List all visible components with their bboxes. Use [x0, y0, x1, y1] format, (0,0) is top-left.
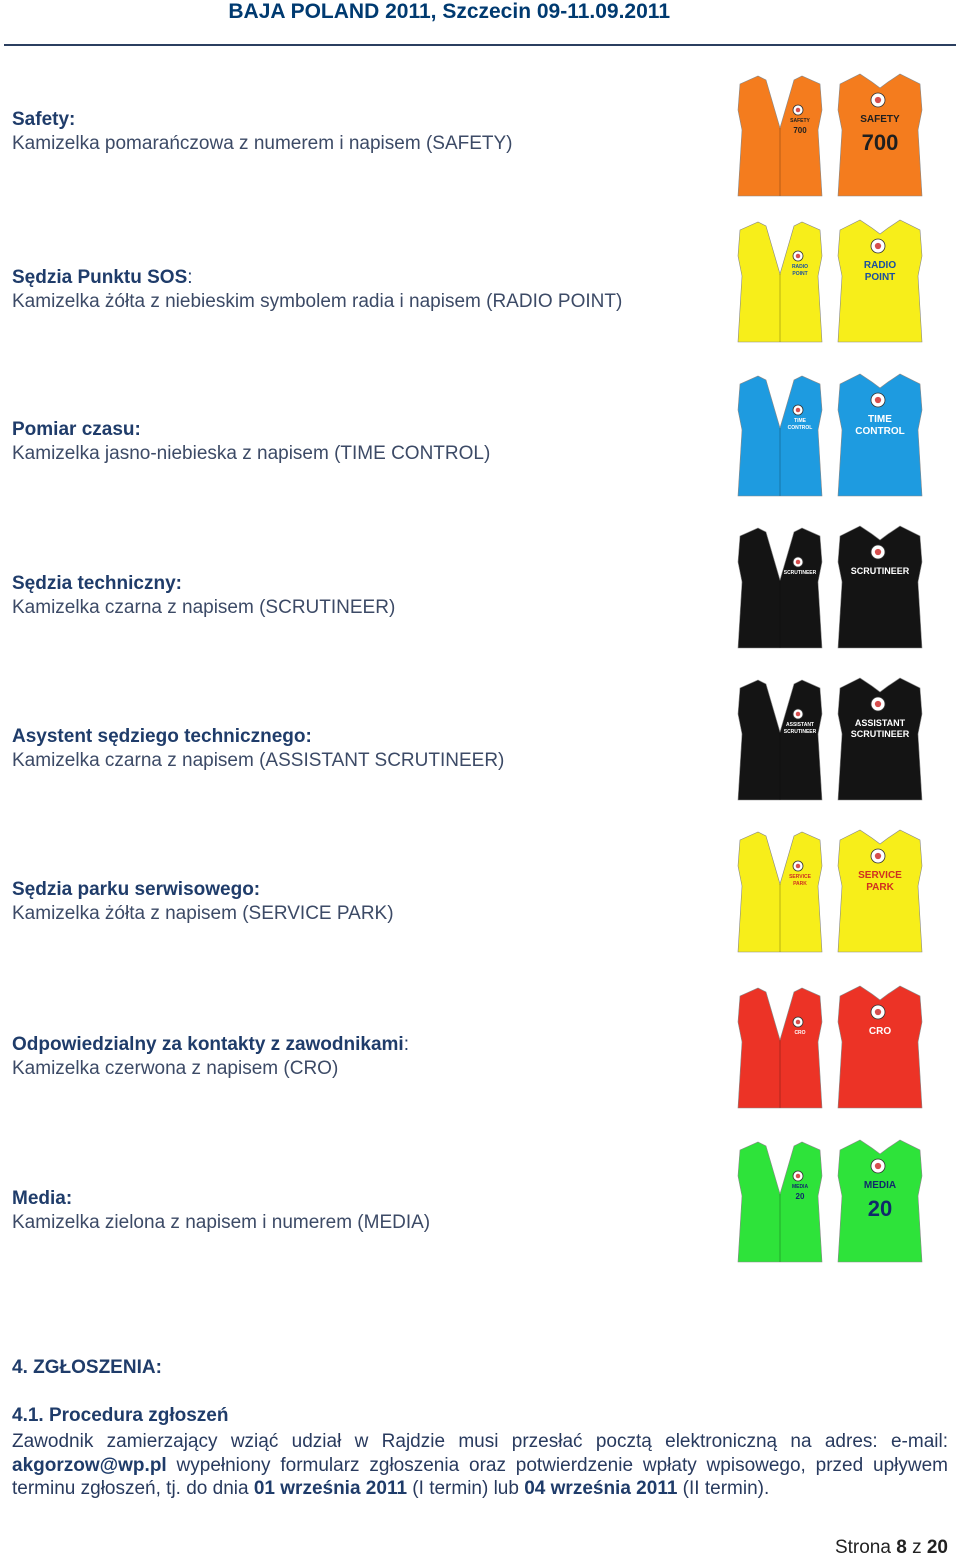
vest-images-media [732, 1136, 932, 1266]
vest-back-image [832, 370, 928, 498]
section-time-control [12, 418, 712, 466]
svg-text:SCRUTINEER: SCRUTINEER [850, 729, 910, 739]
svg-text:SCRUTINEER: SCRUTINEER [850, 566, 910, 576]
section-title: Odpowiedzialny za kontakty z zawodnikami: [12, 1034, 409, 1055]
svg-text:SERVICE: SERVICE [789, 874, 811, 880]
section-scrutineer [12, 572, 712, 620]
section-title: Media: [12, 1188, 73, 1209]
document-title: BAJA POLAND 2011, Szczecin 09-11.09.2011 [228, 0, 670, 23]
svg-text:20: 20 [795, 1192, 805, 1201]
svg-text:ASSISTANT: ASSISTANT [854, 718, 906, 728]
vest-front-image [732, 982, 828, 1110]
page-header [0, 0, 960, 40]
section-title: Safety: [12, 109, 76, 130]
vest-back-image [832, 826, 928, 954]
vest-back-image [832, 1136, 928, 1264]
svg-text:CONTROL: CONTROL [787, 425, 813, 431]
deadline-first: 01 września 2011 [253, 1478, 408, 1499]
svg-text:PARK: PARK [793, 881, 807, 887]
svg-text:CRO: CRO [868, 1026, 892, 1037]
svg-text:TIME: TIME [794, 418, 806, 424]
svg-text:ASSISTANT: ASSISTANT [786, 722, 814, 728]
section-title: Asystent sędziego technicznego: [12, 726, 312, 747]
svg-text:POINT: POINT [792, 271, 808, 277]
section-title: Pomiar czasu: [12, 419, 141, 440]
vest-front-image [732, 522, 828, 650]
vest-images-radio-point [732, 216, 932, 346]
vest-images-safety [732, 70, 932, 200]
svg-text:POINT: POINT [864, 272, 896, 283]
svg-text:SAFETY: SAFETY [790, 118, 810, 124]
vest-front-image [732, 216, 828, 344]
svg-text:SAFETY: SAFETY [860, 114, 900, 125]
section-description: Kamizelka czerwona z napisem (CRO) [12, 1058, 339, 1079]
section-cro [12, 1033, 712, 1081]
section-title: Sędzia Punktu SOS: [12, 267, 193, 288]
page-number: Strona 8 z 20 [834, 1537, 948, 1558]
subsection-heading-procedure: 4.1. Procedura zgłoszeń [12, 1405, 229, 1426]
svg-text:RADIO: RADIO [791, 264, 809, 270]
section-service-park [12, 878, 712, 926]
section-heading-applications: 4. ZGŁOSZENIA: [12, 1357, 162, 1378]
vest-back-image [832, 522, 928, 650]
svg-text:TIME: TIME [868, 414, 892, 425]
procedure-paragraph: Zawodnik zamierzający wziąć udział w Rajdzie musi przesłać pocztą elektroniczną na adres: e-mail: akgorzow@wp.pl wypełniony formularz zgłoszenia oraz potwierdzenie wpłaty wpisowego, przed upływem terminu zgłoszeń, tj. do dnia 01 września 2011 (I termin) lub 04 września 2011 (II termin). [12, 1431, 948, 1499]
section-description: Kamizelka jasno-niebieska z napisem (TIME CONTROL) [12, 443, 491, 464]
section-safety [12, 108, 712, 156]
section-media [12, 1187, 712, 1235]
deadline-second: 04 września 2011 [524, 1478, 678, 1499]
vest-back-image [832, 216, 928, 344]
section-title: Sędzia parku serwisowego: [12, 879, 261, 900]
vest-back-image [832, 674, 928, 802]
vest-front-image [732, 674, 828, 802]
svg-text:SCRUTINEER: SCRUTINEER [783, 729, 817, 735]
svg-text:700: 700 [793, 126, 807, 135]
svg-text:MEDIA: MEDIA [863, 1180, 897, 1191]
email-address[interactable]: akgorzow@wp.pl [12, 1454, 167, 1476]
svg-text:SERVICE: SERVICE [858, 870, 902, 881]
vest-front-image [732, 826, 828, 954]
svg-text:SCRUTINEER: SCRUTINEER [783, 570, 817, 576]
svg-text:700: 700 [861, 130, 899, 155]
svg-text:20: 20 [867, 1196, 893, 1221]
vest-back-image [832, 70, 928, 198]
svg-text:MEDIA: MEDIA [791, 1184, 809, 1190]
svg-text:PARK: PARK [866, 882, 894, 893]
svg-text:CRO: CRO [794, 1030, 806, 1036]
vest-images-service-park [732, 826, 932, 956]
section-title: Sędzia techniczny: [12, 573, 182, 594]
vest-images-scrutineer [732, 522, 932, 652]
section-description: Kamizelka żółta z niebieskim symbolem radia i napisem (RADIO POINT) [12, 291, 623, 312]
section-radio-point [12, 266, 712, 314]
vest-front-image [732, 70, 828, 198]
svg-text:CONTROL: CONTROL [855, 426, 905, 437]
section-description: Kamizelka zielona z napisem i numerem (MEDIA) [12, 1212, 431, 1233]
vest-images-cro [732, 982, 932, 1112]
section-description: Kamizelka czarna z napisem (ASSISTANT SCRUTINEER) [12, 750, 505, 771]
vest-back-image [832, 982, 928, 1110]
header-divider [4, 44, 956, 46]
section-assistant-scrutineer [12, 725, 712, 773]
svg-text:RADIO: RADIO [863, 260, 897, 271]
vest-front-image [732, 370, 828, 498]
section-description: Kamizelka czarna z napisem (SCRUTINEER) [12, 597, 396, 618]
section-description: Kamizelka żółta z napisem (SERVICE PARK) [12, 903, 394, 924]
section-description: Kamizelka pomarańczowa z numerem i napisem (SAFETY) [12, 133, 513, 154]
vest-front-image [732, 1136, 828, 1264]
vest-images-time-control [732, 370, 932, 500]
vest-images-assistant-scrutineer [732, 674, 932, 804]
